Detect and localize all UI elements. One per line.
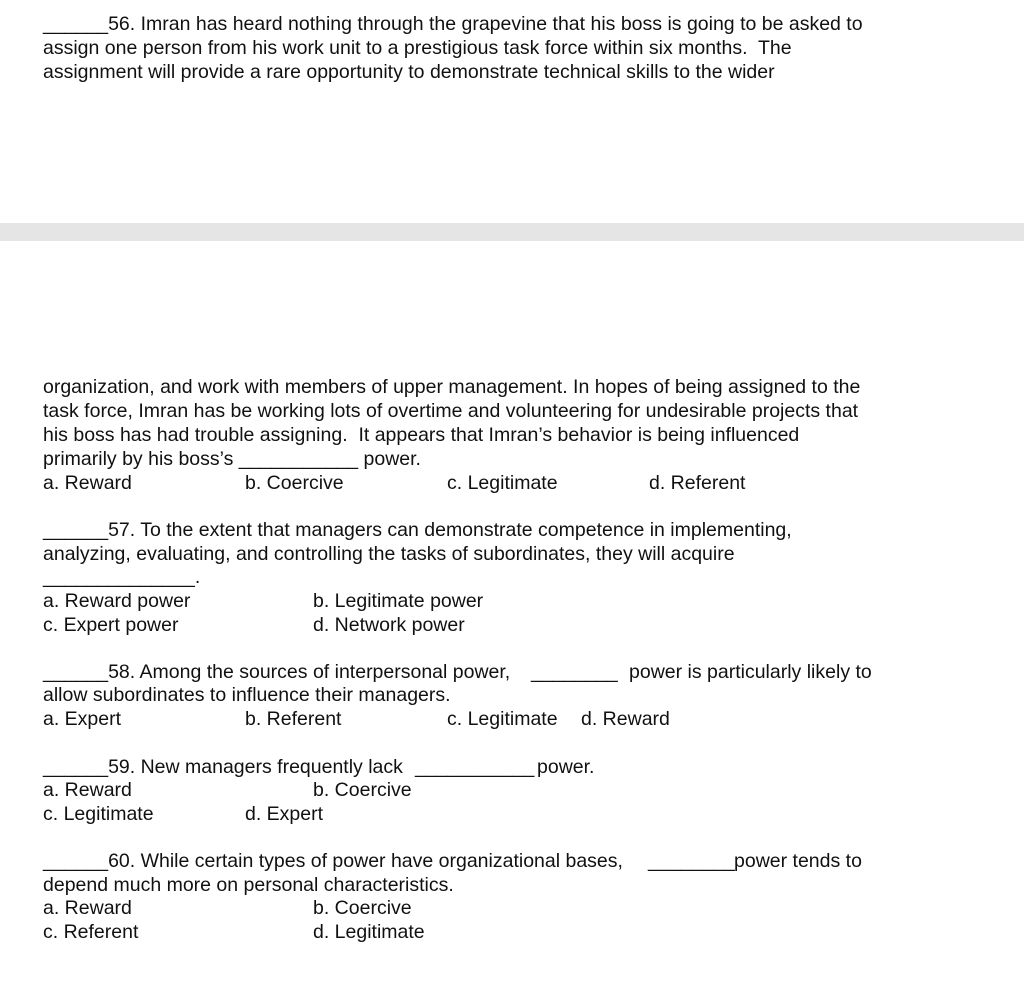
q56-option-c: c. Legitimate <box>447 472 558 494</box>
q58-line-1-start: ______58. Among the sources of interpersonal power, <box>43 661 511 683</box>
q56-line-1: ______56. Imran has heard nothing through the grapevine that his boss is going to be asked to <box>43 13 863 35</box>
q59-option-d: d. Expert <box>245 803 324 825</box>
q58-option-c: c. Legitimate <box>447 708 558 730</box>
q56-answer-blank: ___________ <box>238 448 359 470</box>
q56-line-3: assignment will provide a rare opportunity to demonstrate technical skills to the wider <box>43 61 775 83</box>
q60-line-2: depend much more on personal characteristics. <box>43 874 454 896</box>
page-separator <box>0 223 1024 241</box>
q60-line-1-end: power tends to <box>734 850 862 872</box>
q60-answer-blank: ________ <box>648 850 735 872</box>
q59-option-b: b. Coercive <box>313 779 412 801</box>
q56-after-blank: power. <box>363 448 421 470</box>
q58-line-2: allow subordinates to influence their managers. <box>43 684 451 706</box>
q59-option-c: c. Legitimate <box>43 803 154 825</box>
q60-option-b: b. Coercive <box>313 897 412 919</box>
q56-option-a: a. Reward <box>43 472 132 494</box>
q56-option-d: d. Referent <box>649 472 746 494</box>
q59-option-a: a. Reward <box>43 779 132 801</box>
q56-option-b: b. Coercive <box>245 472 344 494</box>
q57-option-a: a. Reward power <box>43 590 191 612</box>
q56-line-4: organization, and work with members of upper management. In hopes of being assigned to the <box>43 376 861 398</box>
q60-option-a: a. Reward <box>43 897 132 919</box>
q60-line-1-start: ______60. While certain types of power have organizational bases, <box>43 850 623 872</box>
q56-line-5: task force, Imran has be working lots of overtime and volunteering for undesirable projects that <box>43 400 859 422</box>
q56-line-6: his boss has had trouble assigning. It appears that Imran’s behavior is being influenced <box>43 424 800 446</box>
q57-option-c: c. Expert power <box>43 614 179 636</box>
q57-option-d: d. Network power <box>313 614 465 636</box>
q59-line-1-start: ______59. New managers frequently lack <box>43 756 403 778</box>
q57-line-2: analyzing, evaluating, and controlling the tasks of subordinates, they will acquire <box>43 543 735 565</box>
q58-line-1-end: power is particularly likely to <box>629 661 872 683</box>
q57-option-b: b. Legitimate power <box>313 590 484 612</box>
q56-line-7 <box>43 447 421 471</box>
q58-option-d: d. Reward <box>581 708 670 730</box>
q59-answer-blank: ___________ <box>415 756 535 778</box>
q60-option-c: c. Referent <box>43 921 139 943</box>
q57-line-3: ______________. <box>43 566 201 588</box>
q58-option-a: a. Expert <box>43 708 122 730</box>
q59-line-1-end: power. <box>537 756 595 778</box>
q56-stem-end: primarily by his boss’s <box>43 448 234 470</box>
q56-line-2: assign one person from his work unit to a prestigious task force within six months. The <box>43 37 792 59</box>
q60-option-d: d. Legitimate <box>313 921 425 943</box>
q58-option-b: b. Referent <box>245 708 342 730</box>
q58-answer-blank: ________ <box>531 661 618 683</box>
q57-line-1: ______57. To the extent that managers can demonstrate competence in implementing, <box>43 519 792 541</box>
